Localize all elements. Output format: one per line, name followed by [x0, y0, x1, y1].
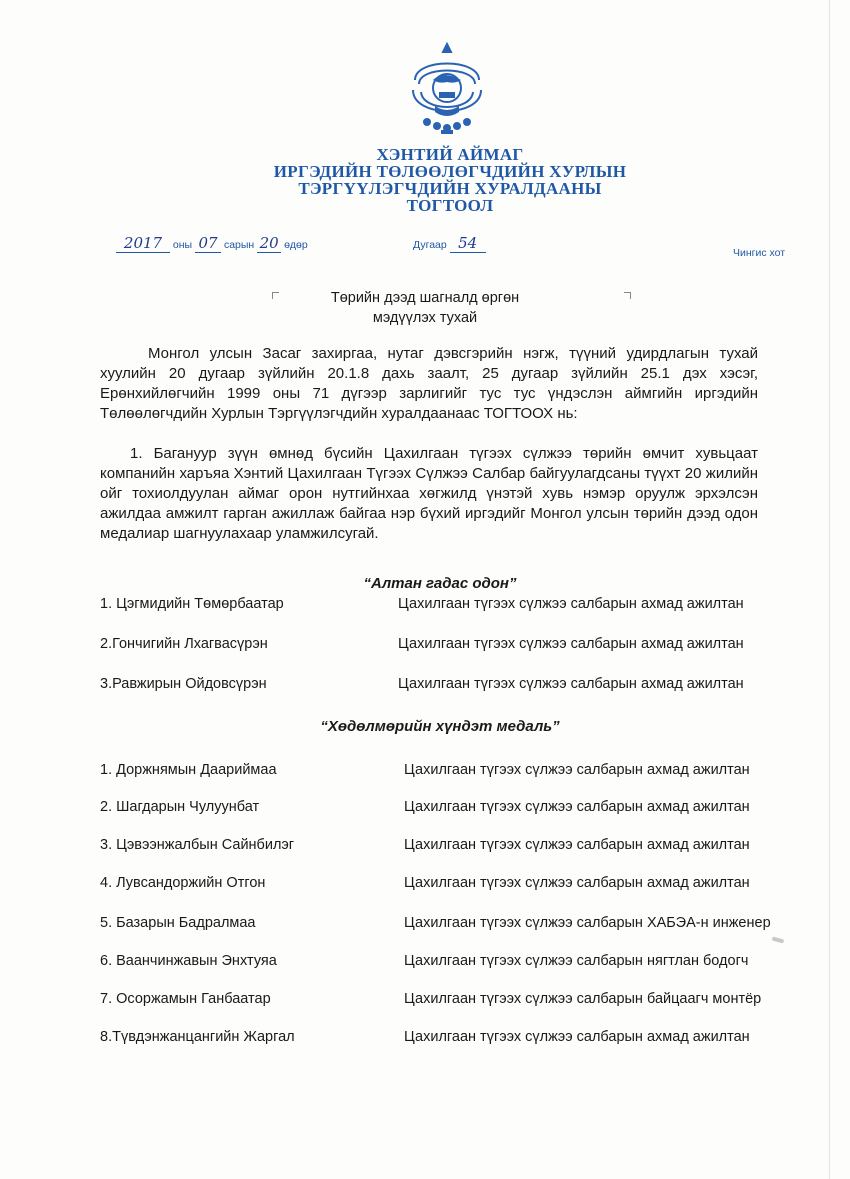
awardee-name: 3. Цэвээнжалбын Сайнбилэг: [100, 837, 295, 853]
day-label: өдөр: [284, 239, 308, 251]
awardee-position: Цахилгаан түгээх сүлжээ салбарын ахмад ажилтан: [404, 799, 750, 815]
awardee-position: Цахилгаан түгээх сүлжээ салбарын байцаагч монтёр: [404, 991, 762, 1007]
awardee-position: Цахилгаан түгээх сүлжээ салбарын ахмад ажилтан: [404, 762, 750, 778]
scan-edge: [829, 0, 830, 1179]
section-title-labor-medal: “Хөдөлмөрийн хүндэт медаль”: [320, 718, 560, 735]
awardee-position: Цахилгаан түгээх сүлжээ салбарын ахмад ажилтан: [404, 837, 750, 853]
scan-smudge: [772, 937, 785, 944]
awardee-name: 3.Равжирын Ойдовсүрэн: [100, 676, 267, 692]
month-value: 07: [195, 234, 221, 253]
paragraph-decision: 1. Багануур зүүн өмнөд бүсийн Цахилгаан түгээх сүлжээ төрийн өмчит хувьцаат компанийн харъяа Хэнтий Цахилгаан Түгээх Сүлжээ Салбар байгуулагдсаны түүхт 20 жилийн ойг тохиолдуулан аймаг орон нутгийнхаа хөгжилд үнэтэй хувь нэмэр оруулж эрхэлсэн ажилдаа амжилт гарган ажиллаж байгаа нэр бүхий иргэдийг Монгол улсын төрийн дээд одон медалиар шагнуулахаар уламжилсугай.: [100, 445, 758, 542]
header-presidium: ТЭРГҮҮЛЭГЧДИЙН ХУРАЛДААНЫ: [298, 179, 602, 198]
awardee-position: Цахилгаан түгээх сүлжээ салбарын нягтлан бодогч: [404, 953, 749, 969]
number-line: [413, 234, 486, 253]
awardee-name: 2.Гончигийн Лхагвасүрэн: [100, 636, 268, 652]
header-council: ИРГЭДИЙН ТӨЛӨӨЛӨГЧДИЙН ХУРЛЫН: [273, 162, 627, 181]
day-value: 20: [257, 234, 281, 253]
awardee-name: 4. Лувсандоржийн Отгон: [100, 875, 266, 891]
subject-line-1: Төрийн дээд шагналд өргөн: [330, 290, 520, 306]
state-emblem-icon: [405, 40, 489, 136]
awardee-name: 1. Доржнямын Даариймаа: [100, 762, 277, 778]
awardee-position: Цахилгаан түгээх сүлжээ салбарын ахмад ажилтан: [404, 875, 750, 891]
number-value: 54: [450, 234, 486, 253]
year-label: оны: [172, 239, 193, 251]
subject-line-2: мэдүүлэх тухай: [372, 310, 478, 326]
awardee-name: 6. Ваанчинжавын Энхтуяа: [100, 953, 277, 969]
document-header: [230, 146, 670, 214]
subject: [300, 288, 550, 328]
corner-mark-left-icon: [272, 292, 279, 299]
awardee-position: Цахилгаан түгээх сүлжээ салбарын ахмад ажилтан: [398, 596, 744, 612]
awardee-position: Цахилгаан түгээх сүлжээ салбарын ахмад ажилтан: [404, 1029, 750, 1045]
paragraph-preamble: Монгол улсын Засаг захиргаа, нутаг дэвсгэрийн нэгж, түүний удирдлагын тухай хуулийн 20 дугаар зүйлийн 20.1.8 дахь заалт, 25 дугаар зүйлийн 25.1 дэх хэсэг, Ерөнхийлөгчийн 1999 оны 71 дүгээр зарлигийг тус тус үндэслэн аймгийн иргэдийн Төлөөлөгчдийн Хурлын Тэргүүлэгчдийн хуралдаанаас ТОГТООХ нь:: [100, 345, 758, 422]
awardee-position: Цахилгаан түгээх сүлжээ салбарын ХАБЭА-н инженер: [404, 915, 771, 931]
awardee-position: Цахилгаан түгээх сүлжээ салбарын ахмад ажилтан: [398, 676, 744, 692]
month-label: сарын: [223, 239, 255, 251]
header-aimag: ХЭНТИЙ АЙМАГ: [376, 145, 524, 164]
awardee-name: 1. Цэгмидийн Төмөрбаатар: [100, 596, 284, 612]
number-label: Дугаар: [413, 239, 447, 251]
place: Чингис хот: [733, 247, 786, 259]
awardee-name: 5. Базарын Бадралмаа: [100, 915, 256, 931]
header-resolution: ТОГТООЛ: [406, 196, 494, 215]
awardee-position: Цахилгаан түгээх сүлжээ салбарын ахмад ажилтан: [398, 636, 744, 652]
awardee-name: 8.Түвдэнжанцангийн Жаргал: [100, 1029, 295, 1045]
awardee-name: 7. Осоржамын Ганбаатар: [100, 991, 271, 1007]
corner-mark-right-icon: [624, 292, 631, 299]
year-value: 2017: [116, 234, 170, 253]
section-title-altan-gadas: “Алтан гадас одон”: [363, 575, 517, 592]
date-line: [116, 234, 308, 253]
awardee-name: 2. Шагдарын Чулуунбат: [100, 799, 260, 815]
